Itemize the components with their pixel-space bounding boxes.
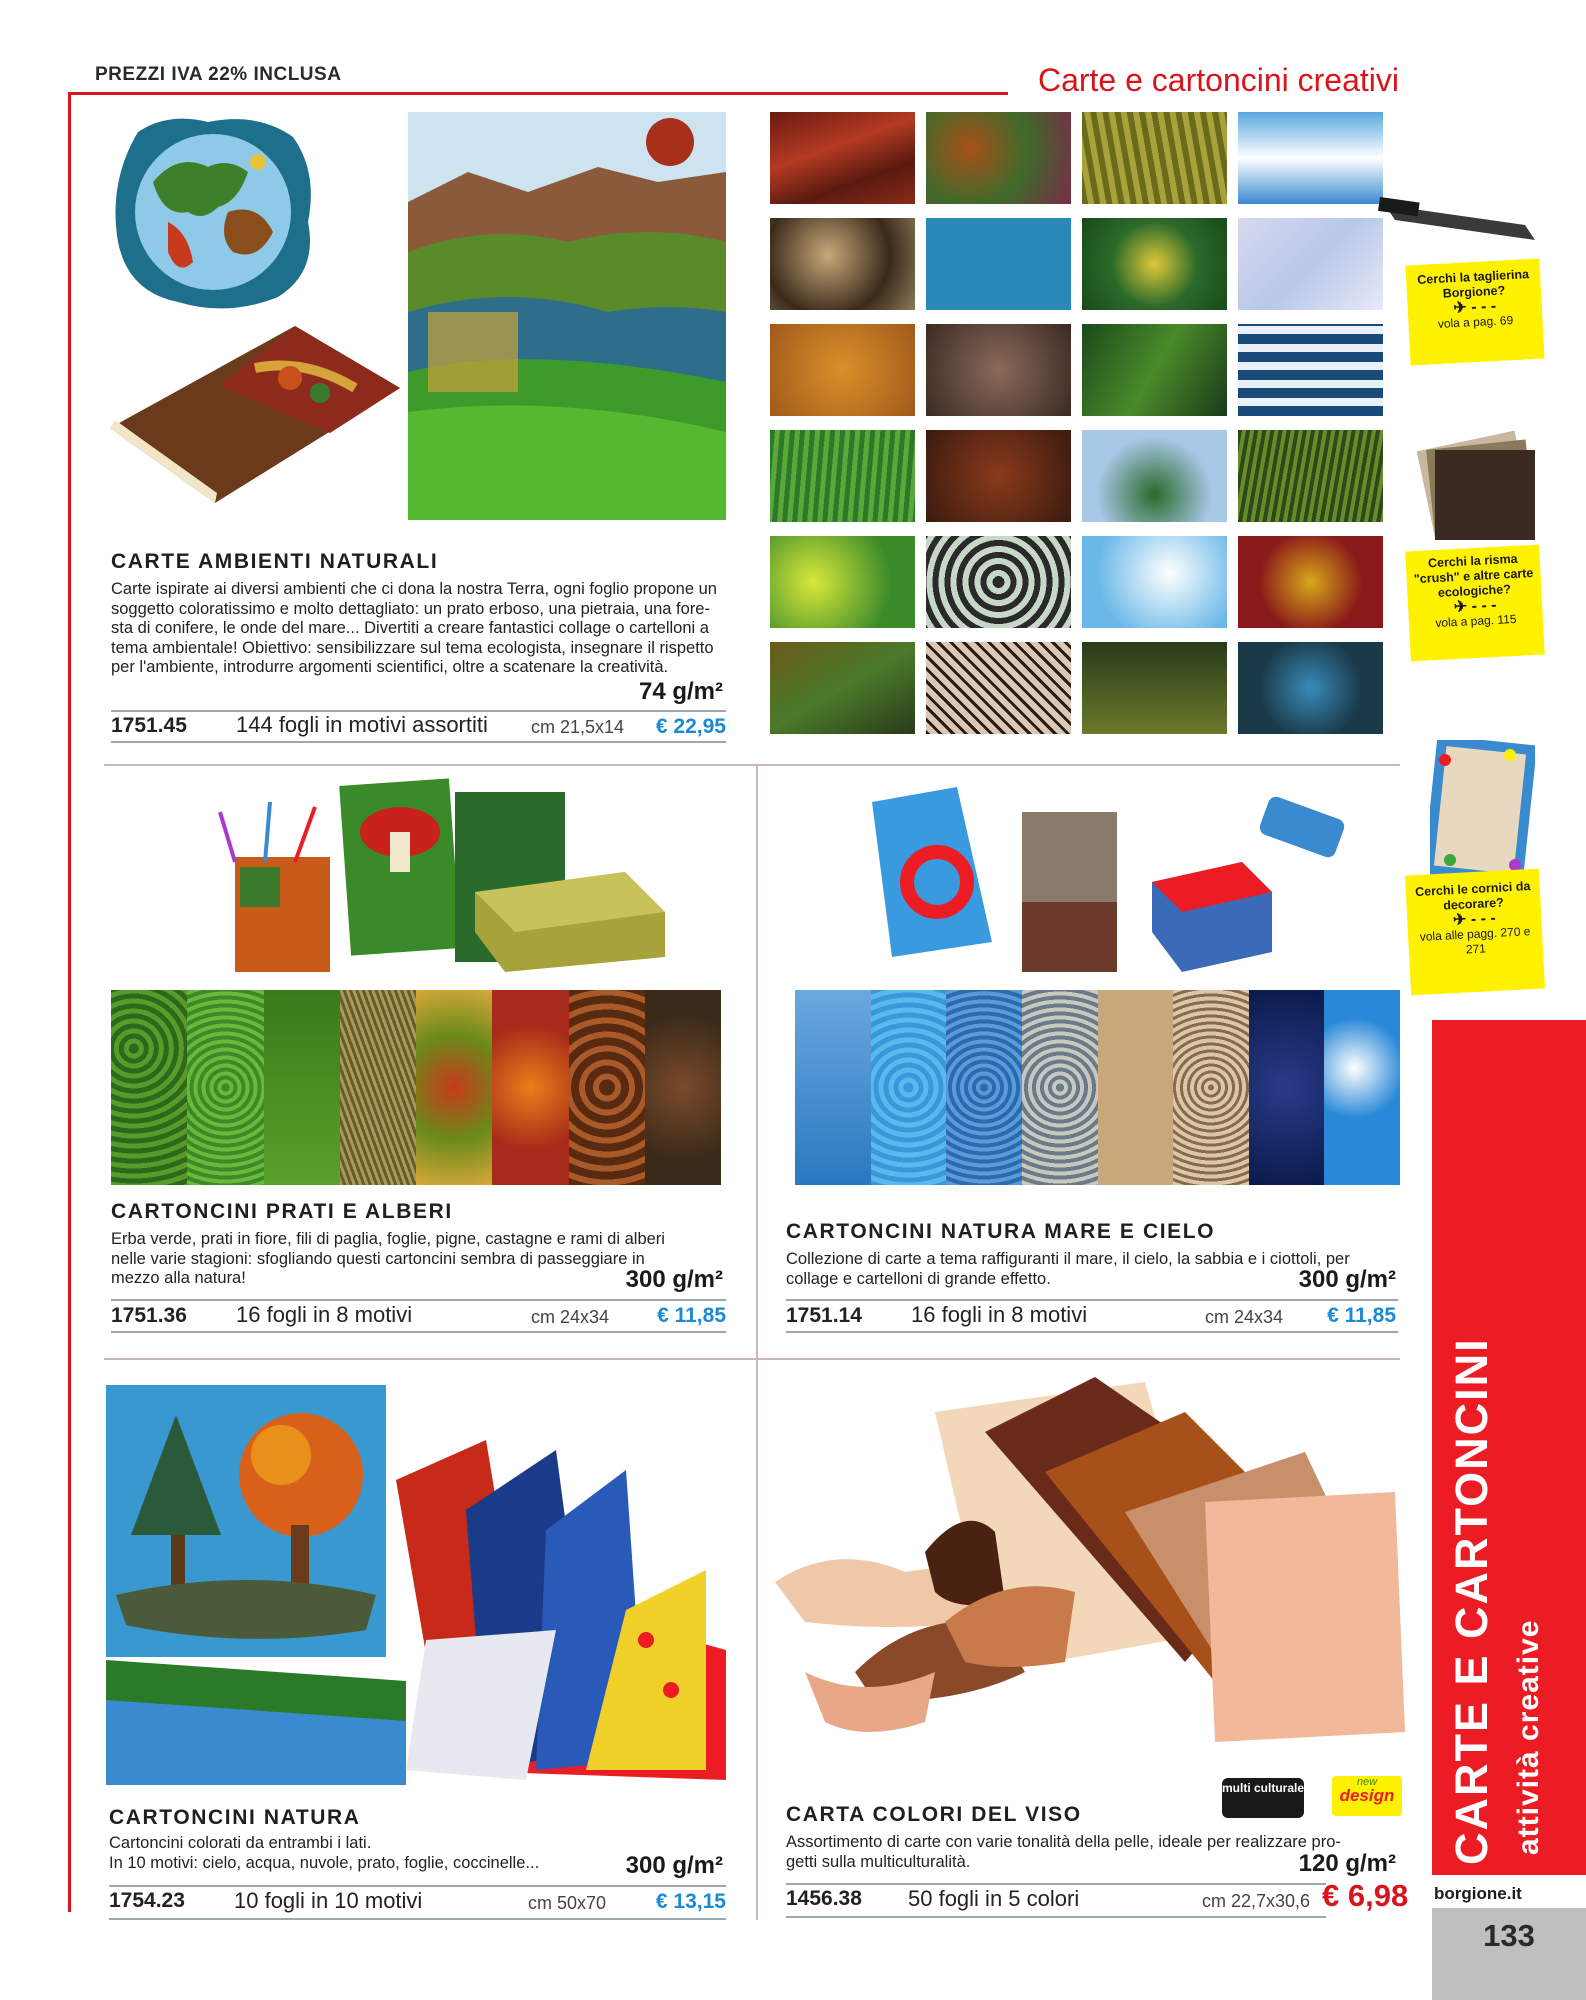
product-code: 1751.14: [786, 1304, 862, 1327]
globe-collage-image: [108, 112, 318, 312]
swatch: [1238, 642, 1383, 734]
note-ecological-paper[interactable]: [1405, 545, 1545, 662]
swatch: [1082, 324, 1227, 416]
product-size: cm 21,5x14: [531, 717, 625, 737]
product-title: CARTONCINI NATURA: [109, 1806, 361, 1829]
paper-weight: 300 g/m²: [625, 1266, 723, 1293]
design-badge-label: design: [1339, 1786, 1395, 1805]
note-page-link[interactable]: vola a pag. 69: [1437, 313, 1514, 331]
sea-sky-swatches-image: [795, 990, 1400, 1185]
section-divider: [104, 1358, 1400, 1360]
section-divider: [104, 764, 1400, 766]
note-question: Cerchi la risma "crush" e altre carte ecologiche?: [1413, 551, 1534, 600]
header-vat-note: PREZZI IVA 22% INCLUSA: [95, 64, 342, 85]
swatch: [1082, 536, 1227, 628]
note-page-link[interactable]: vola alle pagg. 270 e 271: [1419, 924, 1531, 957]
swatch: [1238, 536, 1383, 628]
new-badge-label: new: [1356, 1776, 1378, 1788]
swatch: [770, 642, 915, 734]
swatch: [1082, 112, 1227, 204]
swatch: [926, 642, 1071, 734]
swatch: [1238, 430, 1383, 522]
product-quantity: 144 fogli in motivi assortiti: [236, 712, 488, 737]
product-quantity: 16 fogli in 8 motivi: [911, 1302, 1088, 1327]
product-description: Collezione di carte a tema raffiguranti il mare, il cielo, la sabbia e i ciottoli, per collage e cartelloni di grande effetto.: [786, 1250, 1350, 1288]
divider: [786, 1883, 1326, 1885]
landscape-collage-image: [408, 112, 726, 520]
swatch: [926, 218, 1071, 310]
swatch: [770, 112, 915, 204]
paper-weight: 300 g/m²: [1298, 1266, 1396, 1293]
product-quantity: 50 fogli in 5 colori: [908, 1886, 1080, 1911]
product-quantity: 16 fogli in 8 motivi: [236, 1302, 413, 1327]
product-title: CARTONCINI NATURA MARE E CIELO: [786, 1220, 1216, 1243]
product-price: € 22,95: [655, 715, 726, 738]
sea-sky-crafts-image: [862, 782, 1352, 982]
skin-tone-papers-image: [745, 1372, 1425, 1772]
swatch: [1238, 112, 1383, 204]
divider: [109, 1918, 726, 1920]
swatch: [926, 430, 1071, 522]
divider: [111, 1331, 726, 1333]
swatch-grid: [770, 112, 1390, 732]
divider: [786, 1916, 1326, 1918]
note-cutter[interactable]: [1405, 259, 1544, 366]
product-title: CARTE AMBIENTI NATURALI: [111, 550, 439, 573]
left-rule: [68, 92, 71, 1912]
meadow-crafts-image: [205, 772, 670, 982]
product-code: 1754.23: [109, 1889, 185, 1912]
product-code: 1751.45: [111, 714, 187, 737]
note-question: Cerchi le cornici da decorare?: [1414, 879, 1531, 913]
swatch: [926, 112, 1071, 204]
product-size: cm 24x34: [531, 1307, 610, 1327]
header-rule: [68, 92, 1008, 95]
product-size: cm 24x34: [1205, 1307, 1284, 1327]
nature-boards-fan-image: [106, 1410, 726, 1785]
product-price: € 11,85: [657, 1304, 726, 1327]
product-code: 1456.38: [786, 1887, 862, 1910]
paper-cutter-image: [1375, 185, 1545, 255]
swatch: [1238, 218, 1383, 310]
note-page-link[interactable]: vola a pag. 115: [1435, 611, 1517, 631]
product-description: Erba verde, prati in fiore, fili di paglia, foglie, pigne, castagne e rami di alberi nelle varie stagioni: sfogliando questi cartoncini sembra di passeggiare in mezzo alla natura!: [111, 1230, 665, 1287]
note-frames[interactable]: [1405, 869, 1545, 996]
product-title: CARTA COLORI DEL VISO: [786, 1803, 1082, 1826]
swatch: [1082, 430, 1227, 522]
product-code: 1751.36: [111, 1304, 187, 1327]
page-number: 133: [1432, 1908, 1586, 2000]
divider: [109, 1885, 726, 1887]
section-title: Carte e cartoncini creativi: [1037, 62, 1399, 98]
note-question: Cerchi la taglierina Borgione?: [1416, 267, 1530, 301]
divider: [111, 1299, 726, 1301]
paper-plane-icon: ✈ - - -: [1453, 596, 1497, 617]
paper-weight: 120 g/m²: [1298, 1850, 1396, 1877]
meadow-swatches-image: [111, 990, 721, 1185]
new-design-badge: [1332, 1776, 1402, 1816]
sidebar-subcategory: attività creative: [1512, 1619, 1545, 1855]
decorated-frame-image: [1430, 740, 1535, 885]
product-price: € 13,15: [655, 1890, 726, 1913]
paper-plane-icon: ✈ - - -: [1452, 909, 1497, 930]
swatch: [770, 430, 915, 522]
paper-weight: 74 g/m²: [638, 678, 723, 705]
swatch: [926, 536, 1071, 628]
product-description: Assortimento di carte con varie tonalità della pelle, ideale per realizzare pro- getti sulla multiculturalità.: [786, 1833, 1341, 1871]
website[interactable]: borgione.it: [1434, 1884, 1522, 1903]
swatch: [1082, 218, 1227, 310]
divider: [111, 741, 726, 743]
product-size: cm 22,7x30,6: [1202, 1891, 1311, 1911]
product-description: Cartoncini colorati da entrambi i lati. In 10 motivi: cielo, acqua, nuvole, prato, foglie, coccinelle...: [109, 1834, 540, 1872]
swatch: [1082, 642, 1227, 734]
product-size: cm 50x70: [528, 1893, 607, 1913]
column-divider: [756, 764, 758, 1360]
sidebar-category: CARTE E CARTONCINI: [1446, 1337, 1497, 1865]
product-price: € 6,98: [1322, 1878, 1409, 1913]
paper-ream-image: [1405, 430, 1540, 550]
notebook-image: [105, 318, 405, 508]
divider: [786, 1299, 1398, 1301]
swatch: [770, 536, 915, 628]
swatch: [1238, 324, 1383, 416]
product-price: € 11,85: [1327, 1304, 1396, 1327]
product-description: Carte ispirate ai diversi ambienti che ci dona la nostra Terra, ogni foglio propone un soggetto coloratissimo e molto dettagliato: un prato erboso, una pietraia, una fore- sta di conifere, le onde del mare... Divertiti a creare fantastici collage o cartelloni a tema ambientale! Obiettivo: sensibilizzare sul tema ecologista, insegnare il rispetto per l'ambiente, introdurre argomenti scientifici, oltre a scatenare la creatività.: [111, 580, 717, 676]
swatch: [770, 324, 915, 416]
swatch: [770, 218, 915, 310]
product-title: CARTONCINI PRATI E ALBERI: [111, 1200, 453, 1223]
product-quantity: 10 fogli in 10 motivi: [234, 1888, 423, 1913]
multicultural-badge: multi culturale: [1222, 1778, 1304, 1818]
paper-weight: 300 g/m²: [625, 1852, 723, 1879]
divider: [786, 1331, 1398, 1333]
paper-plane-icon: ✈ - - -: [1452, 297, 1497, 318]
swatch: [926, 324, 1071, 416]
category-sidebar: [1432, 1020, 1586, 1875]
